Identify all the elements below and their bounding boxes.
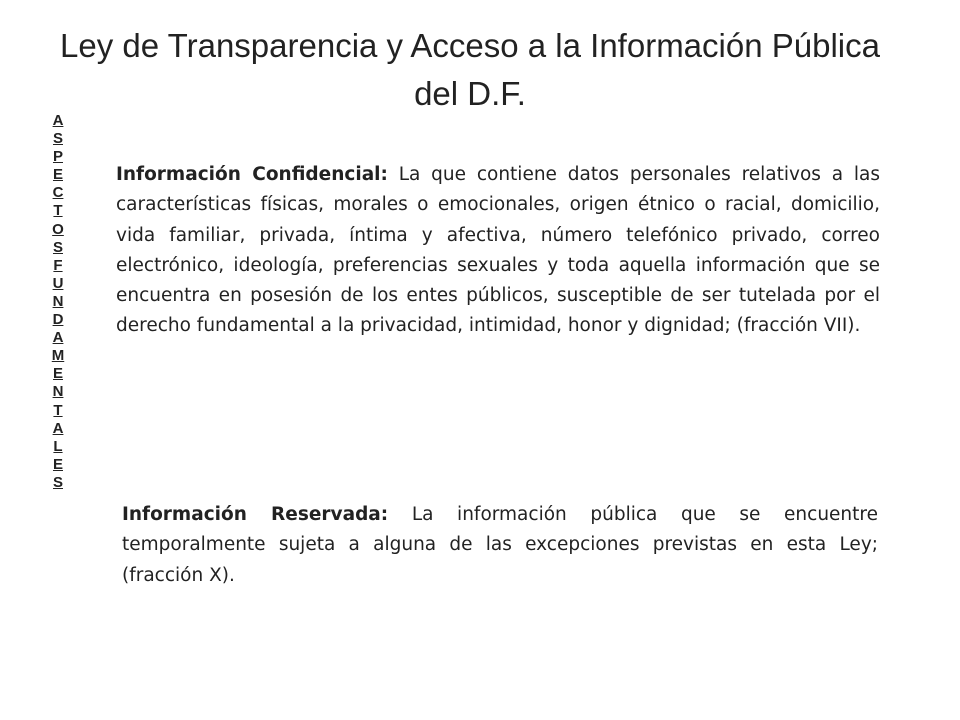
side-label-letter: N bbox=[52, 383, 64, 401]
side-label-letter: A bbox=[52, 419, 64, 437]
side-label-text bbox=[40, 112, 76, 492]
side-label-letter: S bbox=[52, 473, 63, 491]
definition-text-confidencial: La que contiene datos personales relativos a las características físicas, morales o emocionales, origen étnico o racial, domicilio, vida familiar, privada, íntima y afectiva, número telefónico privado, correo electrónico, ideología, preferencias sexuales y toda aquella información que se encuentra en posesión de los entes públicos, susceptible de ser tutelada por el derecho fundamental a la privacidad, intimidad, honor y dignidad; (fracción VII). bbox=[116, 164, 880, 337]
term-confidencial: Información Confidencial: bbox=[116, 164, 388, 185]
side-label-letter: O bbox=[52, 220, 64, 238]
definition-confidencial bbox=[116, 160, 880, 342]
side-label-letter: T bbox=[53, 202, 63, 220]
side-label-letter: E bbox=[52, 455, 63, 473]
definition-text-reservada: La información pública que se encuentre temporalmente sujeta a alguna de las excepciones previstas en esta Ley;(fracción X). bbox=[122, 504, 878, 586]
side-label-letter: A bbox=[52, 112, 64, 129]
vertical-side-label bbox=[40, 112, 76, 492]
term-reservada: Información Reservada: bbox=[122, 504, 389, 525]
side-label-letter: N bbox=[52, 292, 64, 310]
side-label-letter: L bbox=[53, 437, 63, 455]
side-label-letter: M bbox=[51, 347, 65, 365]
side-label-letter: C bbox=[52, 184, 64, 202]
side-label-letter: E bbox=[52, 365, 63, 383]
side-label-letter: E bbox=[52, 166, 63, 184]
side-label-letter: S bbox=[52, 130, 63, 148]
side-label-letter: F bbox=[53, 256, 63, 274]
side-label-letter: U bbox=[52, 274, 64, 292]
side-label-letter: A bbox=[52, 329, 64, 347]
side-label-letter: P bbox=[52, 148, 63, 166]
slide-title: Ley de Transparencia y Acceso a la Información Pública del D.F. bbox=[60, 27, 880, 112]
definition-reservada bbox=[122, 500, 878, 591]
side-label-letter: S bbox=[52, 238, 63, 256]
side-label-letter: T bbox=[53, 401, 63, 419]
side-label-letter: D bbox=[52, 311, 64, 329]
